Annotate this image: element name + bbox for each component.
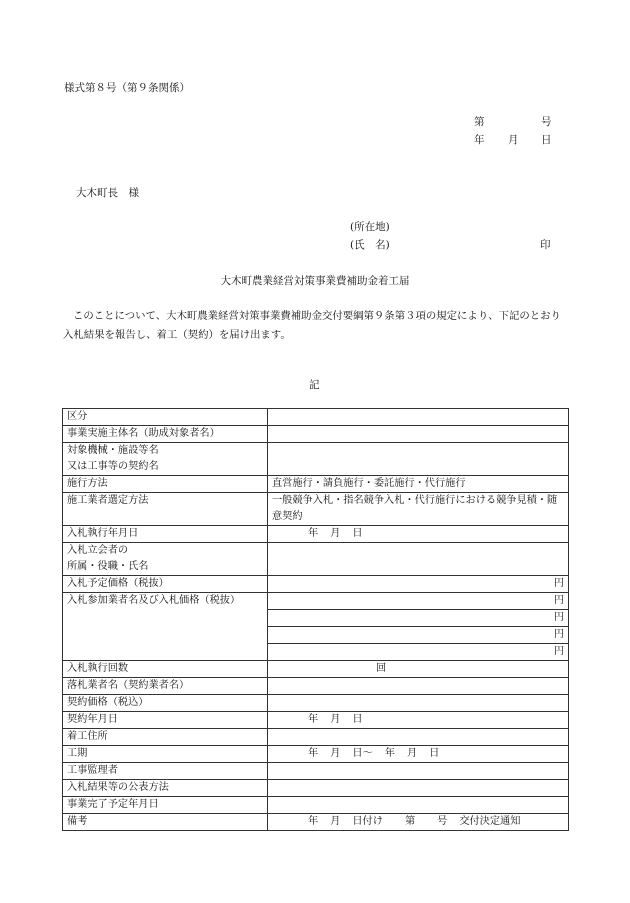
row-label: 区分 — [63, 409, 268, 426]
document-title: 大木町農業経営対策事業費補助金着工届 — [220, 275, 410, 287]
grant-decision-notice-label: 交付決定通知 — [459, 816, 521, 827]
table-row — [63, 780, 569, 797]
form-number: 様式第８号（第９条関係） — [64, 82, 190, 94]
table-row — [63, 712, 569, 729]
month-label: 月 — [330, 748, 341, 759]
number-suffix-label: 号 — [437, 816, 448, 827]
row-label: 工期 — [63, 746, 268, 763]
row-value[interactable] — [268, 780, 569, 797]
row-value[interactable] — [268, 797, 569, 814]
month-label: 月 — [406, 748, 418, 759]
construction-method-options[interactable]: 直営施行・請負施行・委託施行・代行施行 — [268, 476, 569, 493]
table-row — [63, 443, 569, 476]
table-row — [63, 695, 569, 712]
row-label: 入札執行回数 — [63, 661, 268, 678]
construction-period-field[interactable] — [268, 746, 569, 763]
row-value[interactable] — [268, 443, 569, 476]
month-label: 月 — [330, 714, 341, 725]
address-label: (所在地) — [350, 221, 390, 233]
table-row — [63, 678, 569, 695]
report-table — [62, 408, 569, 831]
row-label-line: 所属・役職・氏名 — [67, 561, 149, 572]
row-value[interactable] — [268, 409, 569, 426]
table-row — [63, 576, 569, 593]
table-row — [63, 797, 569, 814]
recipient: 大木町長 様 — [76, 187, 139, 199]
row-label-line: 又は工事等の契約名 — [67, 461, 159, 472]
table-row — [63, 593, 569, 610]
contract-date-field[interactable] — [268, 712, 569, 729]
bidder-price-field[interactable]: 円 — [268, 627, 569, 644]
planned-price-field[interactable]: 円 — [268, 576, 569, 593]
body-paragraph: このことについて、大木町農業経営対策事業費補助金交付要綱第９条第３項の規定により、下記のとおり入札結果を報告し、着工（契約）を届け出ます。 — [63, 310, 561, 341]
dated-label: 日付け — [352, 816, 383, 827]
bidder-price-field[interactable]: 円 — [268, 610, 569, 627]
row-label: 着工住所 — [63, 729, 268, 746]
row-label: 施行方法 — [63, 476, 268, 493]
row-label-line: 対象機械・施設等名 — [67, 445, 159, 456]
row-label: 施工業者選定方法 — [63, 493, 268, 526]
row-value[interactable] — [268, 695, 569, 712]
row-label: 入札予定価格（税抜） — [63, 576, 268, 593]
year-label: 年 — [308, 748, 319, 759]
day-label: 日 — [352, 714, 363, 725]
row-label: 入札執行年月日 — [63, 526, 268, 543]
month-label: 月 — [330, 816, 341, 827]
remarks-field[interactable] — [268, 814, 569, 831]
table-row — [63, 814, 569, 831]
row-value[interactable] — [268, 543, 569, 576]
bidder-price-field[interactable]: 円 — [268, 593, 569, 610]
table-row — [63, 476, 569, 493]
date-month-label: 月 — [508, 134, 519, 146]
table-row — [63, 746, 569, 763]
row-label: 入札結果等の公表方法 — [63, 780, 268, 797]
name-label: (氏 名) — [350, 239, 390, 251]
row-value[interactable] — [268, 729, 569, 746]
row-label — [63, 543, 268, 576]
row-label: 事業実施主体名（助成対象者名） — [63, 426, 268, 443]
row-label: 落札業者名（契約業者名） — [63, 678, 268, 695]
row-label: 備考 — [63, 814, 268, 831]
row-label: 入札参加業者名及び入札価格（税抜） — [63, 593, 268, 661]
day-label: 日 — [352, 528, 363, 539]
bid-date-field[interactable] — [268, 526, 569, 543]
bid-count-field[interactable]: 回 — [268, 661, 569, 678]
row-value[interactable] — [268, 763, 569, 780]
bidder-price-field[interactable]: 円 — [268, 644, 569, 661]
date-year-label: 年 — [474, 134, 485, 146]
day-range-label: 日～ — [352, 748, 373, 759]
table-row — [63, 526, 569, 543]
year-label: 年 — [308, 816, 319, 827]
number-prefix-label: 第 — [404, 816, 416, 827]
row-value[interactable] — [268, 678, 569, 695]
row-label — [63, 443, 268, 476]
month-label: 月 — [330, 528, 341, 539]
table-row — [63, 409, 569, 426]
row-label: 契約年月日 — [63, 712, 268, 729]
seal-mark: 印 — [540, 239, 551, 251]
year-label: 年 — [308, 714, 319, 725]
row-label: 事業完了予定年月日 — [63, 797, 268, 814]
date-day-label: 日 — [541, 134, 552, 146]
table-row — [63, 763, 569, 780]
table-row — [63, 661, 569, 678]
row-value[interactable] — [268, 426, 569, 443]
year-label: 年 — [308, 528, 319, 539]
document-number-suffix: 号 — [541, 116, 552, 128]
row-label-line: 入札立会者の — [67, 545, 129, 556]
document-number-label: 第 — [474, 116, 485, 128]
table-row — [63, 493, 569, 526]
year-label: 年 — [384, 748, 395, 759]
row-label: 契約価格（税込） — [63, 695, 268, 712]
table-row — [63, 426, 569, 443]
table-row — [63, 543, 569, 576]
contractor-selection-options[interactable]: 一般競争入札・指名競争入札・代行施行における競争見積・随意契約 — [268, 493, 569, 526]
ki-heading: 記 — [309, 379, 320, 391]
day-label: 日 — [429, 748, 440, 759]
row-label: 工事監理者 — [63, 763, 268, 780]
table-row — [63, 729, 569, 746]
